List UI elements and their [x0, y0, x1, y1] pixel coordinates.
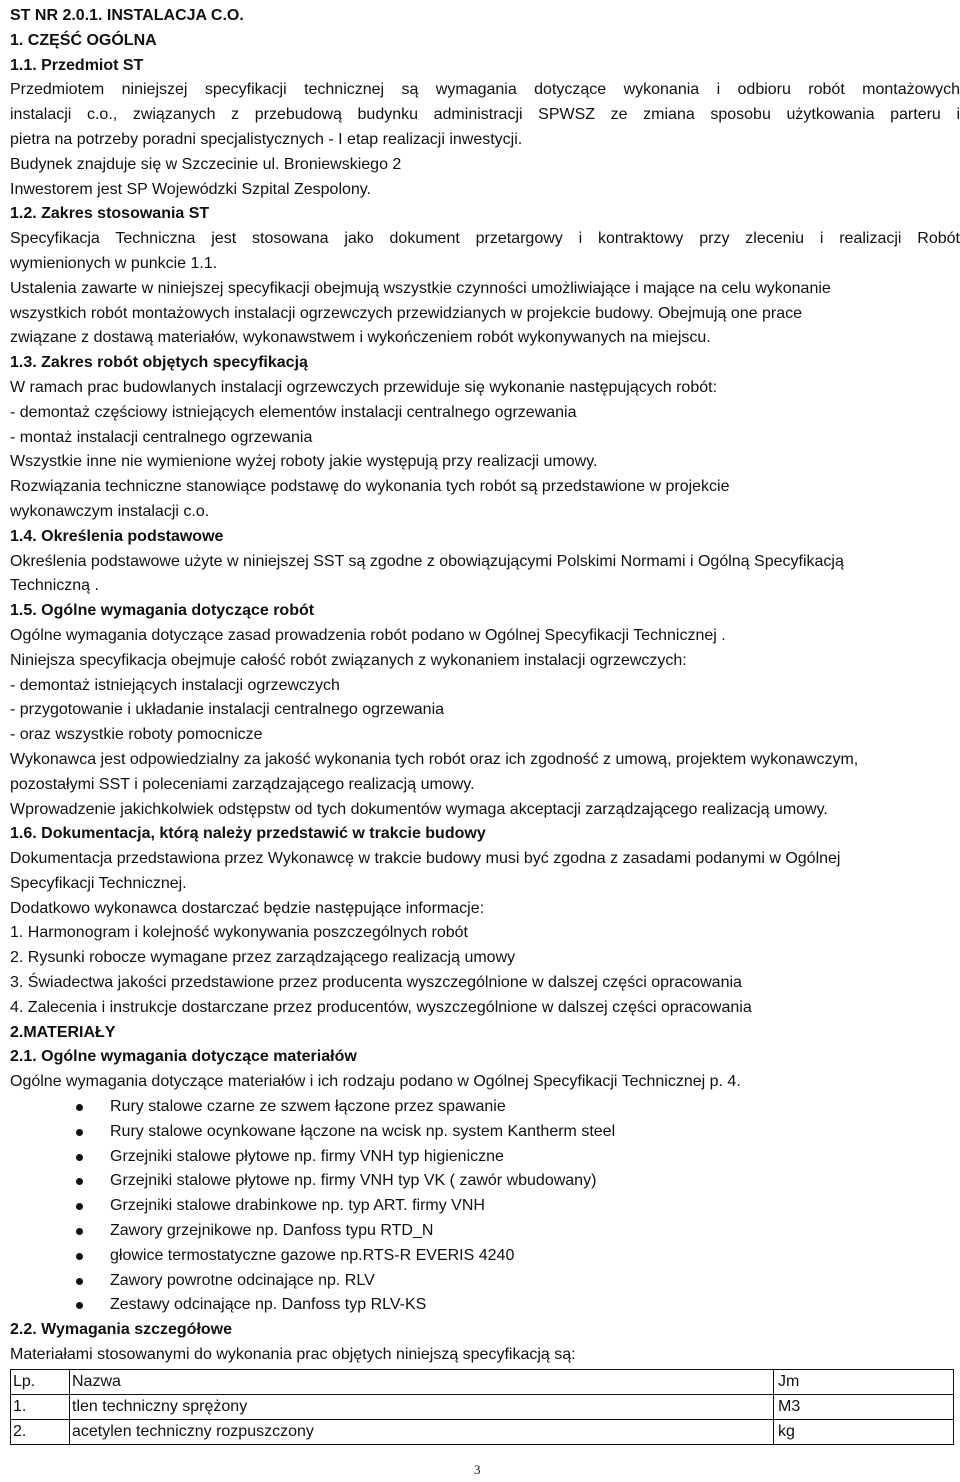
text-line: pietra na potrzeby poradni specjalistycznych - I etap realizacji inwestycji. — [10, 130, 523, 148]
cell-nazwa: acetylen techniczny rozpuszczony — [70, 1419, 774, 1444]
bullet-item: głowice termostatyczne gazowe np.RTS-R EVERIS 4240 — [10, 1244, 960, 1269]
bullet-item: Zawory powrotne odcinające np. RLV — [10, 1269, 960, 1294]
text-line: Rozwiązania techniczne stanowiące podstawę do wykonania tych robót są przedstawione w projekcie — [10, 478, 730, 496]
text-line: Określenia podstawowe użyte w niniejszej SST są zgodne z obowiązującymi Polskimi Normami i Ogólną Specyfikacją — [10, 552, 844, 570]
text-line: Wszystkie inne nie wymienione wyżej roboty jakie występują przy realizacji umowy. — [10, 453, 598, 471]
section-heading: 1.1. Przedmiot ST — [10, 56, 144, 74]
cell-lp: 1. — [11, 1394, 70, 1419]
bullet-item: Rury stalowe ocynkowane łączone na wcisk np. system Kantherm steel — [10, 1120, 960, 1145]
text-line: Dokumentacja przedstawiona przez Wykonawcę w trakcie budowy musi być zgodna z zasadami podanymi w Ogólnej — [10, 850, 841, 868]
text-line: - przygotowanie i układanie instalacji centralnego ogrzewania — [10, 701, 445, 719]
section-heading: ST NR 2.0.1. INSTALACJA C.O. — [10, 7, 244, 24]
section-heading: 2.1. Ogólne wymagania dotyczące materiałów — [10, 1048, 357, 1066]
materials-table — [10, 1369, 954, 1445]
cell-jm: kg — [774, 1419, 954, 1444]
bullet-item: Grzejniki stalowe drabinkowe np. typ ART. firmy VNH — [10, 1194, 960, 1219]
text-line: Niniejsza specyfikacja obejmuje całość robót związanych z wykonaniem instalacji ogrzewczych: — [10, 651, 687, 669]
text-line: - demontaż częściowy istniejących elementów instalacji centralnego ogrzewania — [10, 403, 577, 421]
text-line: 3. Świadectwa jakości przedstawione przez producenta wyszczególnione w dalszej części opracowania — [10, 974, 742, 992]
text-line: - demontaż istniejących instalacji ogrzewczych — [10, 676, 340, 694]
cell-jm: M3 — [774, 1394, 954, 1419]
text-line: wymienionych w punkcie 1.1. — [10, 254, 218, 272]
text-line: Wprowadzenie jakichkolwiek odstępstw od tych dokumentów wymaga akceptacji zarządzającego realizacją umowy. — [10, 800, 828, 818]
text-line: Przedmiotem niniejszej specyfikacji technicznej są wymagania dotyczące wykonania i odbioru robót montażowych — [10, 81, 960, 99]
text-line: Techniczną . — [10, 577, 99, 595]
header-lp: Lp. — [11, 1369, 70, 1394]
bullet-item: Grzejniki stalowe płytowe np. firmy VNH typ higieniczne — [10, 1145, 960, 1170]
text-line: Ustalenia zawarte w niniejszej specyfikacji obejmują wszystkie czynności umożliwiające i mające na celu wykonanie — [10, 279, 831, 297]
bullet-item: Rury stalowe czarne ze szwem łączone przez spawanie — [10, 1095, 960, 1120]
page-number: 3 — [474, 1462, 481, 1477]
text-line: Ogólne wymagania dotyczące zasad prowadzenia robót podano w Ogólnej Specyfikacji Technicznej . — [10, 626, 726, 644]
text-line: pozostałymi SST i poleceniami zarządzającego realizacją umowy. — [10, 775, 475, 793]
text-line: W ramach prac budowlanych instalacji ogrzewczych przewiduje się wykonanie następujących robót: — [10, 378, 718, 396]
table-header-row — [11, 1369, 954, 1394]
text-line: Budynek znajduje się w Szczecinie ul. Broniewskiego 2 — [10, 155, 402, 173]
bullet-item: Grzejniki stalowe płytowe np. firmy VNH typ VK ( zawór wbudowany) — [10, 1169, 960, 1194]
text-line: Wykonawca jest odpowiedzialny za jakość wykonania tych robót oraz ich zgodność z umową, projektem wykonawczym, — [10, 750, 859, 768]
text-line: Specyfikacji Technicznej. — [10, 874, 187, 892]
section-heading: 1.2. Zakres stosowania ST — [10, 205, 210, 223]
text-line: Ogólne wymagania dotyczące materiałów i ich rodzaju podano w Ogólnej Specyfikacji Technicznej p. 4. — [10, 1073, 741, 1091]
header-jm: Jm — [774, 1369, 954, 1394]
text-line: Inwestorem jest SP Wojewódzki Szpital Zespolony. — [10, 180, 372, 198]
text-line: 2. Rysunki robocze wymagane przez zarządzającego realizacją umowy — [10, 949, 516, 967]
bullet-item: Zawory grzejnikowe np. Danfoss typu RTD_N — [10, 1219, 960, 1244]
section-heading: 1.5. Ogólne wymagania dotyczące robót — [10, 602, 315, 620]
cell-nazwa: tlen techniczny sprężony — [70, 1394, 774, 1419]
table-row — [11, 1394, 954, 1419]
text-line: - montaż instalacji centralnego ogrzewania — [10, 428, 313, 446]
text-line: wykonawczym instalacji c.o. — [10, 502, 210, 520]
section-heading: 1. CZĘŚĆ OGÓLNA — [10, 31, 157, 49]
text-line: 4. Zalecenia i instrukcje dostarczane przez producentów, wyszczególnione w dalszej części opracowania — [10, 998, 752, 1016]
table-row — [11, 1419, 954, 1444]
materials-bullet-list — [10, 1095, 960, 1318]
text-line: związane z dostawą materiałów, wykonawstwem i wykończeniem robót wykonywanych na miejscu. — [10, 329, 711, 347]
text-line: Dodatkowo wykonawca dostarczać będzie następujące informacje: — [10, 899, 485, 917]
bullet-item: Zestawy odcinające np. Danfoss typ RLV-KS — [10, 1293, 960, 1318]
section-heading: 1.3. Zakres robót objętych specyfikacją — [10, 354, 308, 372]
body-text — [10, 4, 960, 1095]
text-line: instalacji c.o., związanych z przebudową budynku administracji SPWSZ ze zmiana sposobu użytkowania parteru i — [10, 106, 960, 124]
section-heading: 1.4. Określenia podstawowe — [10, 527, 224, 545]
header-nazwa: Nazwa — [70, 1369, 774, 1394]
text-line: wszystkich robót montażowych instalacji ogrzewczych przewidzianych w projekcie budowy. Obejmują one prace — [10, 304, 803, 322]
text-line: 1. Harmonogram i kolejność wykonywania poszczególnych robót — [10, 924, 468, 942]
section-heading: 2.2. Wymagania szczegółowe — [10, 1321, 233, 1339]
text-line: - oraz wszystkie roboty pomocnicze — [10, 726, 263, 744]
cell-lp: 2. — [11, 1419, 70, 1444]
detail-section — [10, 1318, 960, 1368]
text-line: Specyfikacja Techniczna jest stosowana jako dokument przetargowy i kontraktowy przy zleceniu i realizacji Robót — [10, 230, 960, 248]
section-heading: 2.MATERIAŁY — [10, 1023, 116, 1041]
text-line: Materiałami stosowanymi do wykonania prac objętych niniejszą specyfikacją są: — [10, 1346, 576, 1364]
section-heading: 1.6. Dokumentacja, którą należy przedstawić w trakcie budowy — [10, 825, 486, 843]
